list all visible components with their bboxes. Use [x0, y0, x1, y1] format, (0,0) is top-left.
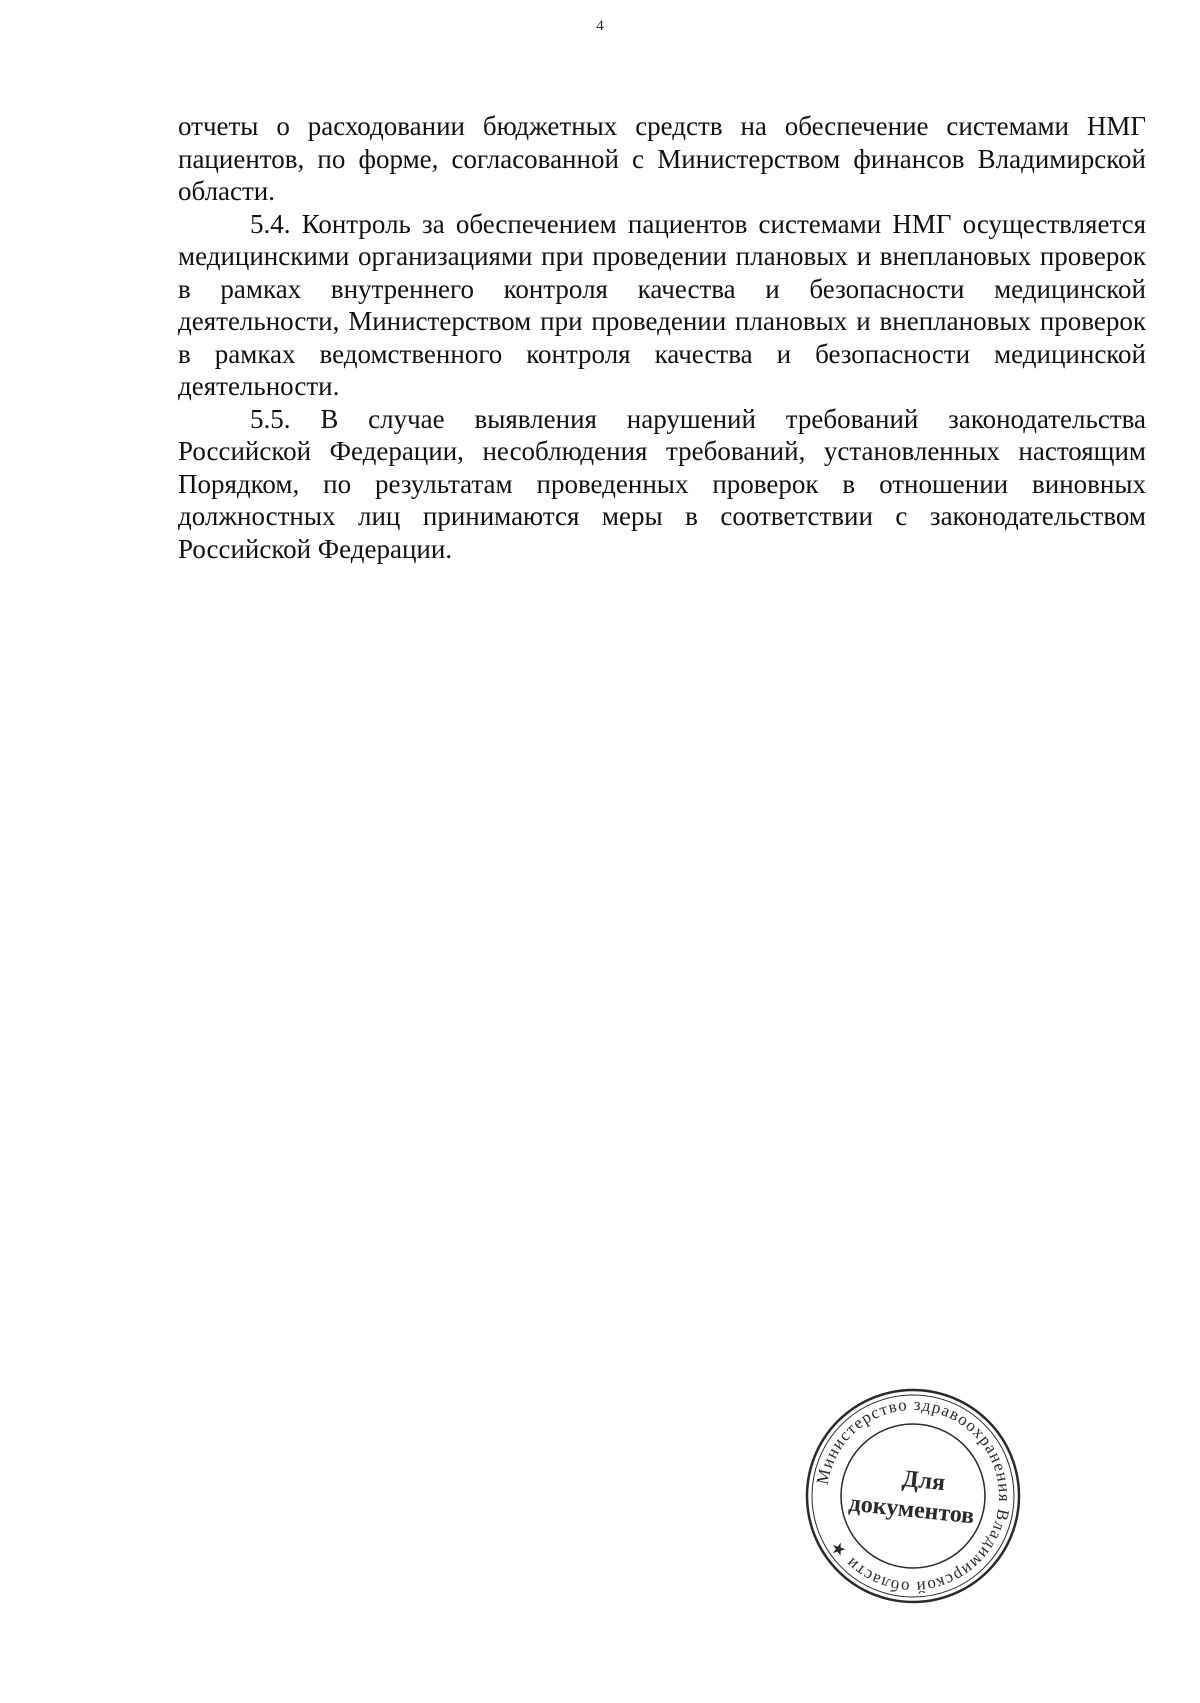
- paragraph-reports: отчеты о расходовании бюджетных средств на обеспечение системами НМГ пациентов, по форме, согласованной с Министерством финансов Владимирской области.: [178, 111, 1146, 206]
- stamp-center-line2: документов: [847, 1490, 976, 1530]
- document-body: [178, 110, 1146, 565]
- stamp-center-line1: Для: [900, 1465, 947, 1497]
- paragraph-5-4: 5.4. Контроль за обеспечением пациентов системами НМГ осуществляется медицинскими организациями при проведении плановых и внеплановых проверок в рамках внутреннего контроля качества и безопасности медицинской деятельности, Министерством при проведении плановых и внеплановых проверок в рамках ведомственного контроля качества и безопасности медицинской деятельности.: [178, 208, 1146, 401]
- stamp-graphic: [802, 1385, 1024, 1607]
- stamp-outer-ring: [807, 1390, 1019, 1602]
- stamp-ring-text: Министерство здравоохранения Владимирской области ★: [812, 1394, 1015, 1598]
- paragraph-5-5: 5.5. В случае выявления нарушений требований законодательства Российской Федерации, несоблюдения требований, установленных настоящим Порядком, по результатам проведенных проверок в отношении виновных должностных лиц принимаются меры в соответствии с законодательством Российской Федерации.: [178, 403, 1146, 564]
- official-stamp: [802, 1385, 1024, 1607]
- page-number: 4: [596, 18, 604, 34]
